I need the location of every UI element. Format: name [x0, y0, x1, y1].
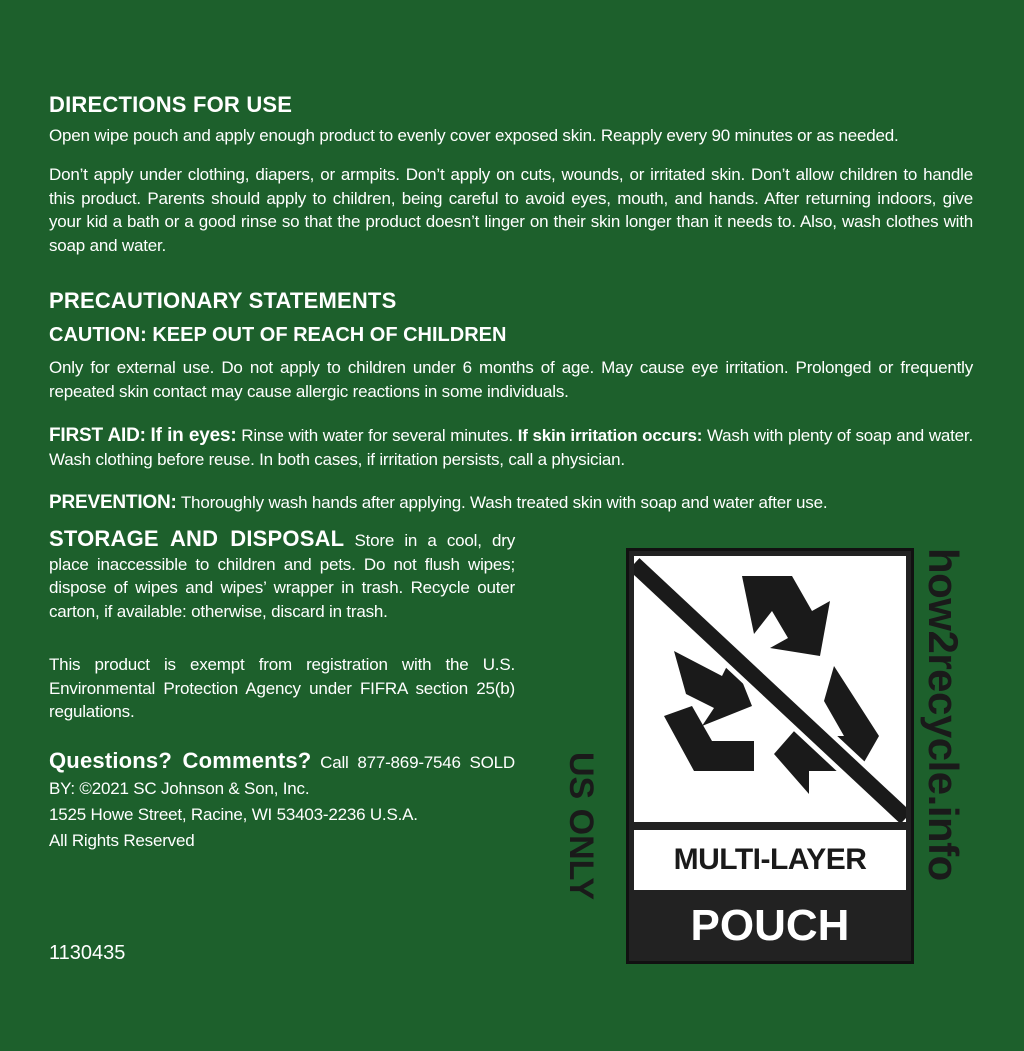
rights: All Rights Reserved	[49, 831, 195, 850]
pouch-label: POUCH	[690, 901, 850, 950]
directions-paragraph-2: Don’t apply under clothing, diapers, or armpits. Don’t apply on cuts, wounds, or irritated skin. Don’t allow children to handle this product. Parents should apply to children, being careful to avoid eyes, mouth, and hands. After returning indoors, give your kid a bath or a good rinse so that the product doesn’t linger on their skin longer than it needs to. Also, wash clothes with soap and water.	[49, 165, 973, 255]
first-aid-paragraph	[49, 424, 973, 471]
prevention-text: Thoroughly wash hands after applying. Wash treated skin with soap and water after use.	[180, 493, 828, 512]
multi-layer-label: MULTI-LAYER	[634, 830, 906, 890]
storage-text: Store in a cool, dry place inaccessible to children and pets. Do not flush wipes; dispose of wipes and wipes’ wrapper in trash. Recycle outer carton, if available: otherwise, discard in trash.	[49, 531, 515, 621]
caution-text: KEEP OUT OF REACH OF CHILDREN	[152, 324, 507, 346]
precautionary-heading: PRECAUTIONARY STATEMENTS	[49, 288, 397, 313]
how2recycle-website: how2recycle.info	[920, 548, 967, 881]
address: 1525 Howe Street, Racine, WI 53403-2236 U.S.A.	[49, 805, 418, 824]
questions-label: Questions? Comments?	[49, 748, 312, 773]
prevention-paragraph	[49, 491, 973, 515]
first-aid-skin-label: If skin irritation occurs:	[517, 426, 703, 445]
storage-paragraph	[49, 527, 515, 623]
exempt-paragraph: This product is exempt from registration with the U.S. Environmental Protection Agency under FIFRA section 25(b) regulations.	[49, 655, 515, 721]
us-only-text: US ONLY	[562, 752, 600, 901]
first-aid-eyes-text: Rinse with water for several minutes.	[241, 426, 513, 445]
directions-heading: DIRECTIONS FOR USE	[49, 92, 293, 117]
first-aid-eyes-label: If in eyes:	[150, 425, 237, 446]
first-aid-skin-text: Wash with plenty of soap and water. Wash clothing before reuse. In both cases, if irritation persists, call a physician.	[49, 426, 973, 469]
directions-paragraph-1: Open wipe pouch and apply enough product to evenly cover exposed skin. Reapply every 90 minutes or as needed.	[49, 126, 899, 145]
recycle-symbol-panel	[634, 556, 906, 822]
caution-heading	[49, 324, 506, 347]
how2recycle-label	[626, 548, 914, 964]
caution-body: Only for external use. Do not apply to children under 6 months of age. May cause eye irritation. Prolonged or frequently repeated skin contact may cause allergic reactions in some individuals.	[49, 358, 973, 401]
product-code: 1130435	[49, 942, 126, 964]
caution-label: CAUTION:	[49, 324, 147, 346]
questions-paragraph	[49, 748, 515, 854]
questions-text: Call 877-869-7546 SOLD BY: ©2021 SC Johnson & Son, Inc.	[49, 753, 515, 798]
prevention-label: PREVENTION:	[49, 492, 177, 513]
storage-label: STORAGE AND DISPOSAL	[49, 526, 345, 551]
first-aid-label: FIRST AID:	[49, 425, 146, 446]
crossed-out-recycle-icon	[634, 556, 906, 822]
